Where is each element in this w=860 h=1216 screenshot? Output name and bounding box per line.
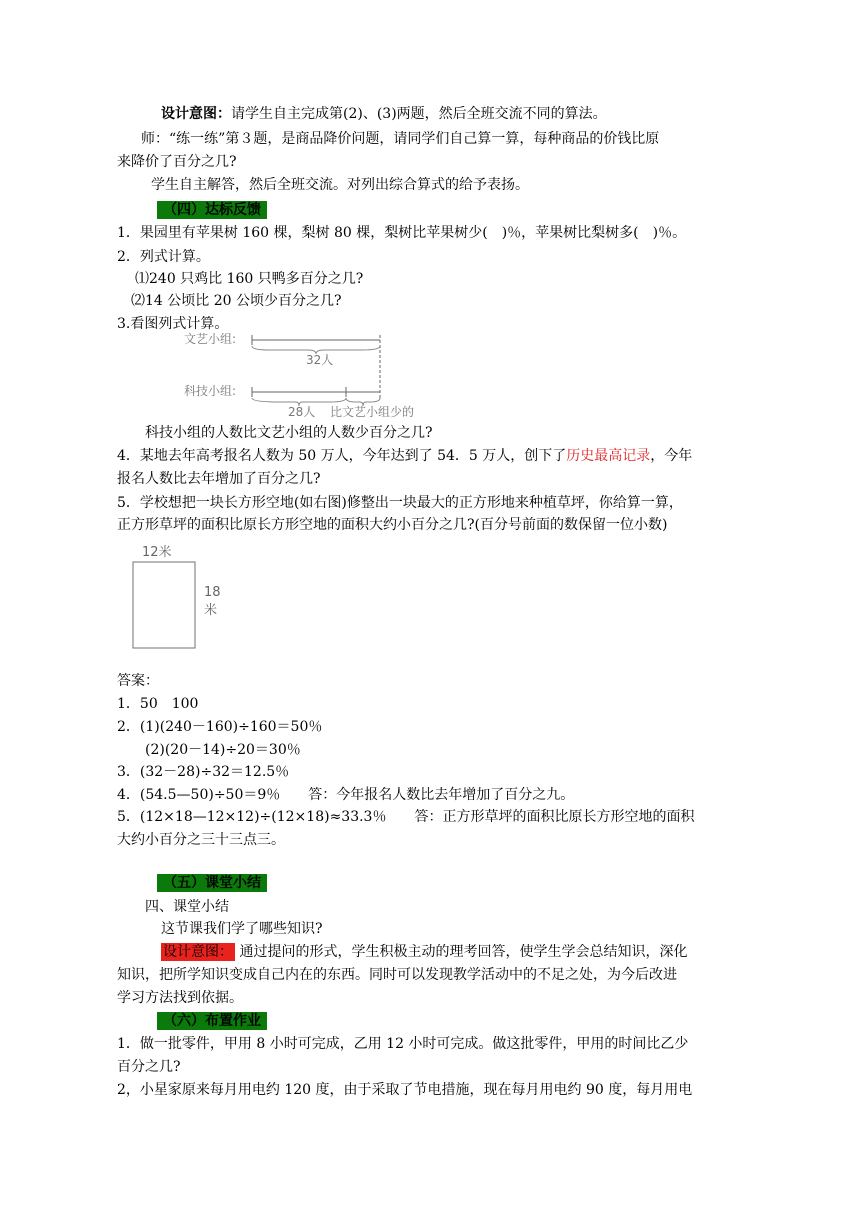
- section-heading-4: [157, 199, 782, 221]
- intent-line-1: [161, 103, 786, 125]
- intent-2-text-1: 通过提问的形式，学生积极主动的理考回答，使学生学会总结知识，深化: [239, 944, 688, 960]
- q4-text-pre: 4．某地去年高考报名人数为 50 万人，今年达到了 54．5 万人，创下了: [117, 448, 567, 464]
- rectangle-outline: [133, 562, 195, 648]
- teacher-line-2: 来降价了百分之几?: [117, 154, 237, 170]
- answers-title: 答案：: [117, 673, 159, 689]
- intent-2-line-2: 知识，把所学知识变成自己内在的东西。同时可以发现教学活动中的不足之处，为今后改进: [117, 967, 677, 983]
- q4-text-post: ，今年: [650, 448, 693, 464]
- question-4-line-1: [117, 445, 742, 467]
- question-4-line-2: 报名人数比去年增加了百分之几?: [117, 471, 321, 487]
- rectangle-plot-figure: [128, 538, 238, 653]
- teacher-line-1: 师：“练一练”第３题，是商品降价问题，请同学们自己算一算，每种商品的价钱比原: [141, 131, 660, 147]
- answer-3: 3．(32－28)÷32＝12.5％: [117, 764, 290, 780]
- question-1: 1．果园里有苹果树 160 棵，梨树 80 棵，梨树比苹果树少( )％，苹果树比梨树多( )％。: [117, 225, 687, 241]
- value-tech-group: 28人: [288, 405, 316, 419]
- section-highlight: （四）达标反馈: [157, 201, 267, 219]
- section-highlight: （五）课堂小结: [157, 874, 267, 892]
- section-highlight: （六）布置作业: [157, 1012, 267, 1030]
- answer-2-2: (2)(20－14)÷20＝30％: [145, 742, 301, 758]
- summary-question: 这节课我们学了哪些知识?: [161, 921, 323, 937]
- summary-title: 四、课堂小结: [145, 899, 229, 915]
- question-5-line-2: 正方形草坪的面积比原长方形空地的面积大约小百分之几?(百分号前面的数保留一位小数): [117, 517, 668, 533]
- difference-note: 比文艺小组少的: [330, 405, 415, 419]
- question-2: 2．列式计算。: [117, 249, 210, 265]
- section-heading-6: [157, 1010, 782, 1032]
- intent-text: 请学生自主完成第(2)、(3)两题，然后全班交流不同的算法。: [231, 106, 607, 122]
- question-2-1: ⑴240 只鸡比 160 只鸭多百分之几?: [135, 271, 364, 287]
- question-5-line-1: 5．学校想把一块长方形空地(如右图)修整出一块最大的正方形地来种植草坪，你给算一算，: [117, 495, 683, 511]
- answer-1: 1．50 100: [117, 696, 199, 712]
- intent-label: 设计意图：: [161, 106, 231, 122]
- question-3-text: 科技小组的人数比文艺小组的人数少百分之几?: [145, 425, 433, 441]
- label-tech-group: 科技小组:: [184, 384, 237, 398]
- homework-2-line-1: 2，小星家原来每月用电约 120 度，由于采取了节电措施，现在每月用电约 90 度，每月用电: [117, 1082, 693, 1098]
- question-3: 3.看图列式计算。: [117, 316, 229, 332]
- homework-1-line-2: 百分之几?: [117, 1059, 181, 1075]
- intent-2-label: 设计意图：: [163, 944, 233, 960]
- group-comparison-figure: [180, 330, 415, 420]
- height-unit: 米: [204, 603, 218, 618]
- q4-text-emphasis: 历史最高记录: [566, 448, 651, 464]
- section-heading-5: [157, 872, 782, 894]
- answer-4: 4．(54.5—50)÷50＝9％ 答：今年报名人数比去年增加了百分之九。: [117, 787, 575, 803]
- height-number: 18: [204, 585, 221, 600]
- intent-2-line-1: [161, 941, 786, 963]
- answer-5-line-2: 大约小百分之三十三点三。: [117, 832, 285, 848]
- answer-5-line-1: 5．(12×18—12×12)÷(12×18)≈33.3％ 答：正方形草坪的面积比原长方形空地的面积: [117, 809, 695, 825]
- question-2-2: ⑵14 公顷比 20 公顷少百分之几?: [131, 293, 342, 309]
- value-arts-group: 32人: [306, 353, 334, 367]
- answer-2-1: 2．(1)(240－160)÷160＝50％: [117, 719, 323, 735]
- homework-1-line-1: 1．做一批零件，甲用 8 小时可完成，乙用 12 小时可完成。做这批零件，甲用的时间比乙少: [117, 1036, 689, 1052]
- label-arts-group: 文艺小组:: [184, 332, 237, 346]
- width-label: 12米: [142, 545, 172, 560]
- student-line: 学生自主解答，然后全班交流。对列出综合算式的给予表扬。: [151, 177, 529, 193]
- intent-2-line-3: 学习方法找到依据。: [117, 990, 243, 1006]
